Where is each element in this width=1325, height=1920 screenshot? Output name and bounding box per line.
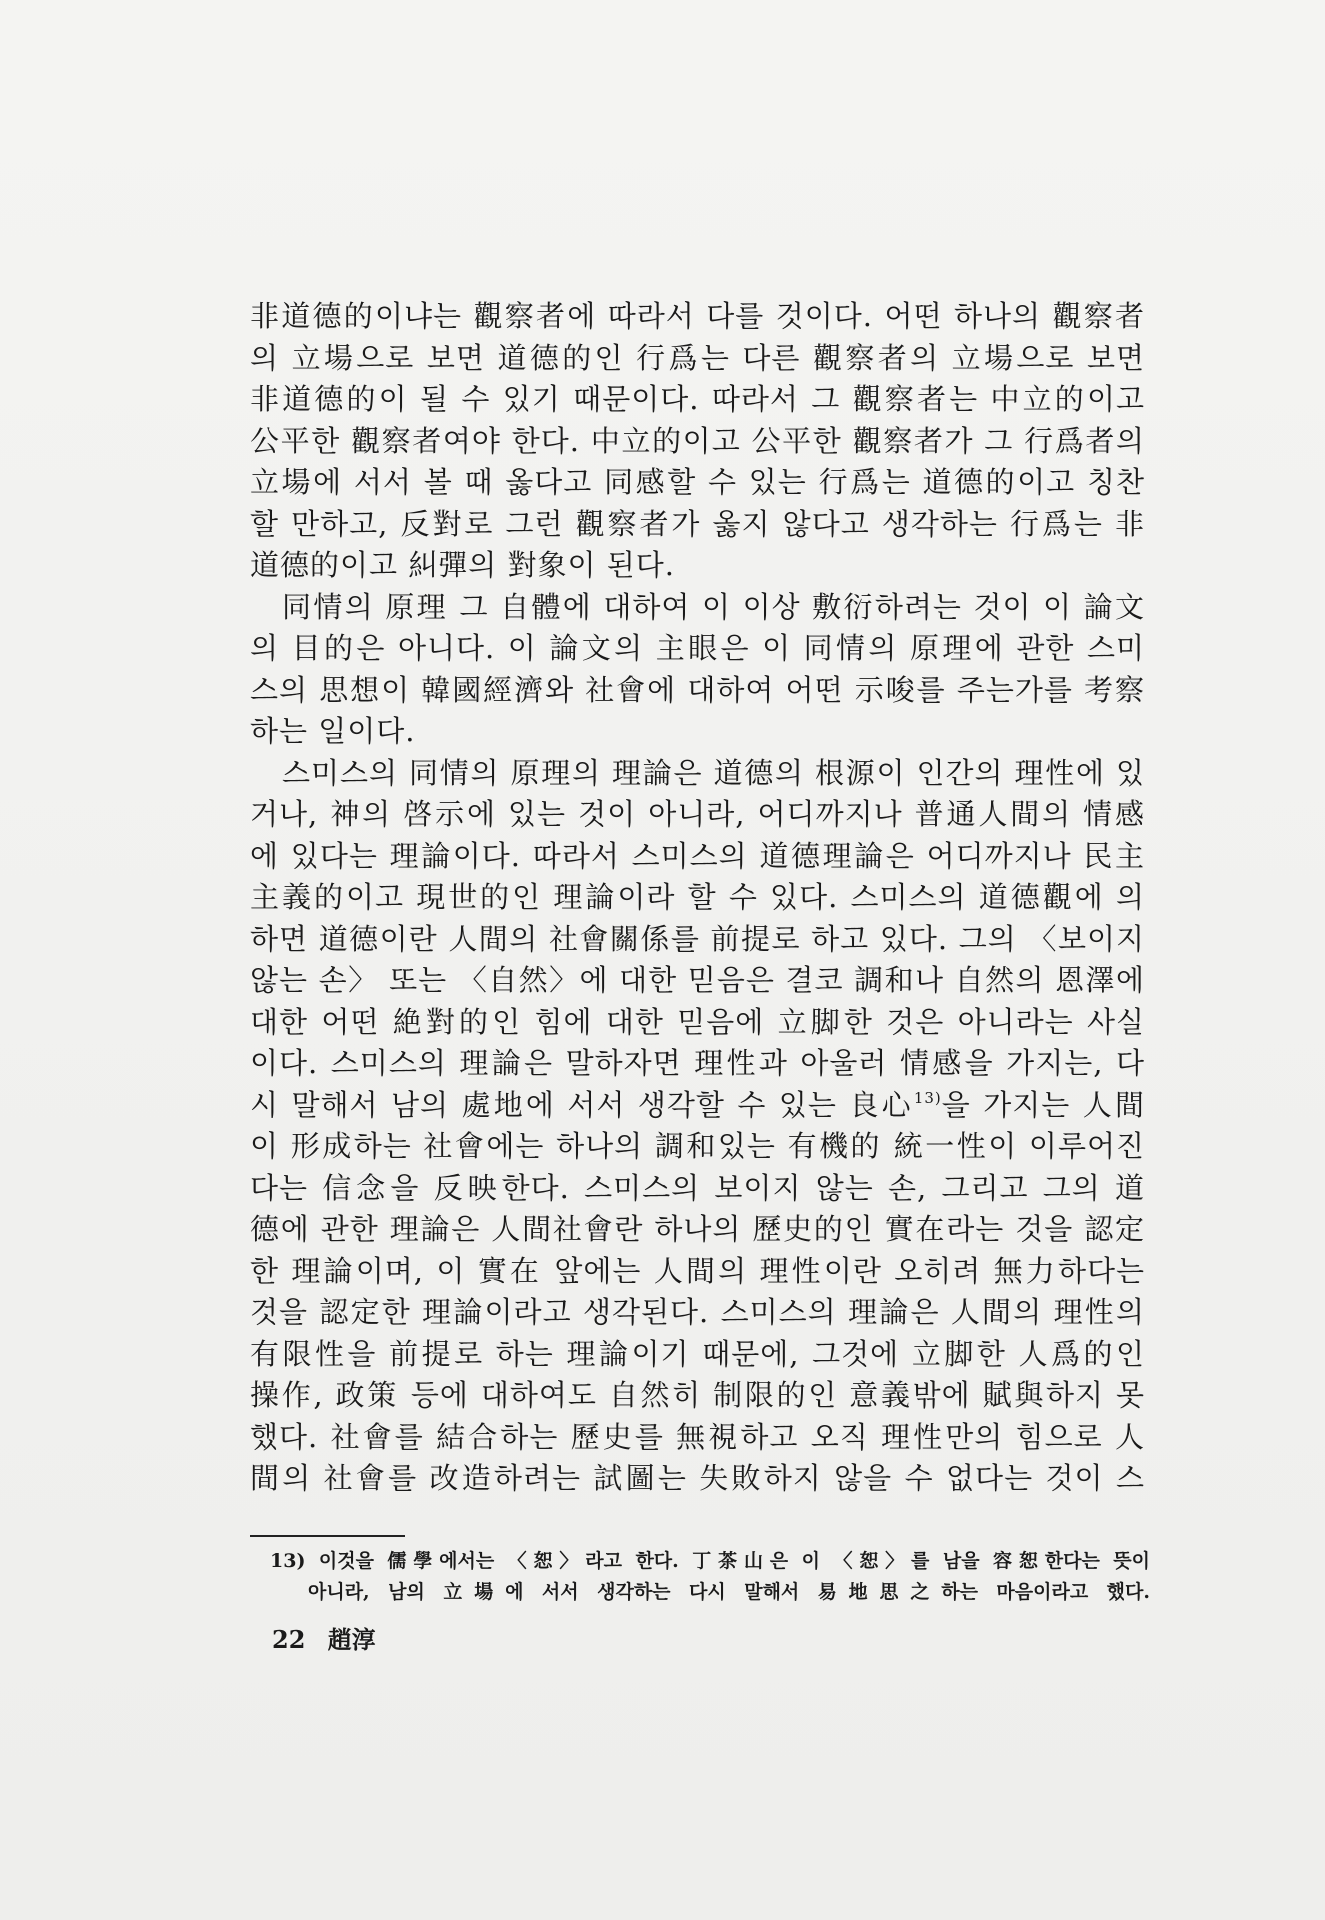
text-line: 않는 손〉 또는 〈自然〉에 대한 믿음은 결코 調和나 自然의 恩澤에 [250,963,1145,997]
text-line-with-footnote-ref [250,1085,1145,1127]
text-line: 非道德的이냐는 觀察者에 따라서 다를 것이다. 어떤 하나의 觀察者 [250,299,1145,333]
page-footer [272,1625,376,1655]
text-line: 公平한 觀察者여야 한다. 中立的이고 公平한 觀察者가 그 行爲者의 [250,423,1145,458]
footnote [270,1546,1150,1608]
text-line: 德에 관한 理論은 人間社會란 하나의 歷史的인 實在라는 것을 認定 [250,1212,1145,1246]
text-line: 非道德的이 될 수 있기 때문이다. 따라서 그 觀察者는 中立的이고 [250,382,1145,416]
text-line: 道德的이고 糾彈의 對象이 된다. [250,548,675,582]
text-line: 다는 信念을 反映한다. 스미스의 보이지 않는 손, 그리고 그의 道 [250,1170,1145,1205]
main-text [250,296,1145,1500]
paragraph-3 [250,753,1145,1500]
text-line: 한 理論이며, 이 實在 앞에는 人間의 理性이란 오히려 無力하다는 [250,1253,1145,1288]
paragraph-1 [250,296,1145,587]
text-line: 에 있다는 理論이다. 따라서 스미스의 道德理論은 어디까지나 民主 [250,838,1145,873]
text-line: 스의 思想이 韓國經濟와 社會에 대하여 어떤 示唆를 주는가를 考察 [250,672,1145,707]
text-line: 立場에 서서 볼 때 옳다고 同感할 수 있는 行爲는 道德的이고 칭찬 [250,465,1145,499]
author-name: 趙淳 [327,1625,376,1654]
text-line: 主義的이고 現世的인 理論이라 할 수 있다. 스미스의 道德觀에 의 [250,880,1145,914]
page-number: 22 [272,1625,306,1654]
text-line: 거나, 神의 啓示에 있는 것이 아니라, 어디까지나 普通人間의 情感 [250,797,1145,831]
text-segment: 을 가지는 人間 [941,1087,1145,1122]
text-segment: 시 말해서 남의 處地에 서서 생각할 수 있는 良心 [250,1087,914,1122]
text-line: 대한 어떤 絶對的인 힘에 대한 믿음에 立脚한 것은 아니라는 사실 [250,1004,1145,1039]
text-line: 했다. 社會를 結合하는 歷史를 無視하고 오직 理性만의 힘으로 人 [250,1419,1145,1454]
text-line: 의 目的은 아니다. 이 論文의 主眼은 이 同情의 原理에 관한 스미 [250,631,1145,665]
text-line: 의 立場으로 보면 道德的인 行爲는 다른 觀察者의 立場으로 보면 [250,340,1145,375]
text-line: 間의 社會를 改造하려는 試圖는 失敗하지 않을 수 없다는 것이 스 [250,1461,1145,1495]
paragraph-2 [250,587,1145,753]
text-line: 하는 일이다. [250,714,416,748]
text-line: 同情의 原理 그 自體에 대하여 이 이상 敷衍하려는 것이 이 論文 [282,589,1145,624]
text-line: 스미스의 同情의 原理의 理論은 道德의 根源이 인간의 理性에 있 [282,755,1145,790]
footnote-line: 아니라, 남의 立場에 서서 생각하는 다시 말해서 易地思之하는 마음이라고 했다. [308,1581,1150,1603]
text-line: 操作, 政策 등에 대하여도 自然히 制限的인 意義밖에 賦與하지 못 [250,1378,1145,1412]
text-line: 것을 認定한 理論이라고 생각된다. 스미스의 理論은 人間의 理性의 [250,1295,1145,1329]
text-line: 有限性을 前提로 하는 理論이기 때문에, 그것에 立脚한 人爲的인 [250,1336,1145,1371]
footnote-divider [250,1535,405,1537]
text-line: 이다. 스미스의 理論은 말하자면 理性과 아울러 情感을 가지는, 다 [250,1046,1145,1080]
footnote-line: 13) 이것을 儒學에서는 〈恕〉라고 한다. 丁茶山은 이 〈恕〉를 남을 容恕한다는 뜻이 [270,1550,1150,1572]
text-line: 할 만하고, 反對로 그런 觀察者가 옳지 않다고 생각하는 行爲는 非 [250,506,1145,541]
text-line: 이 形成하는 社會에는 하나의 調和있는 有機的 統一性이 이루어진 [250,1129,1145,1163]
footnote-ref: 13) [913,1088,942,1107]
text-line: 하면 道德이란 人間의 社會關係를 前提로 하고 있다. 그의 〈보이지 [250,921,1145,956]
